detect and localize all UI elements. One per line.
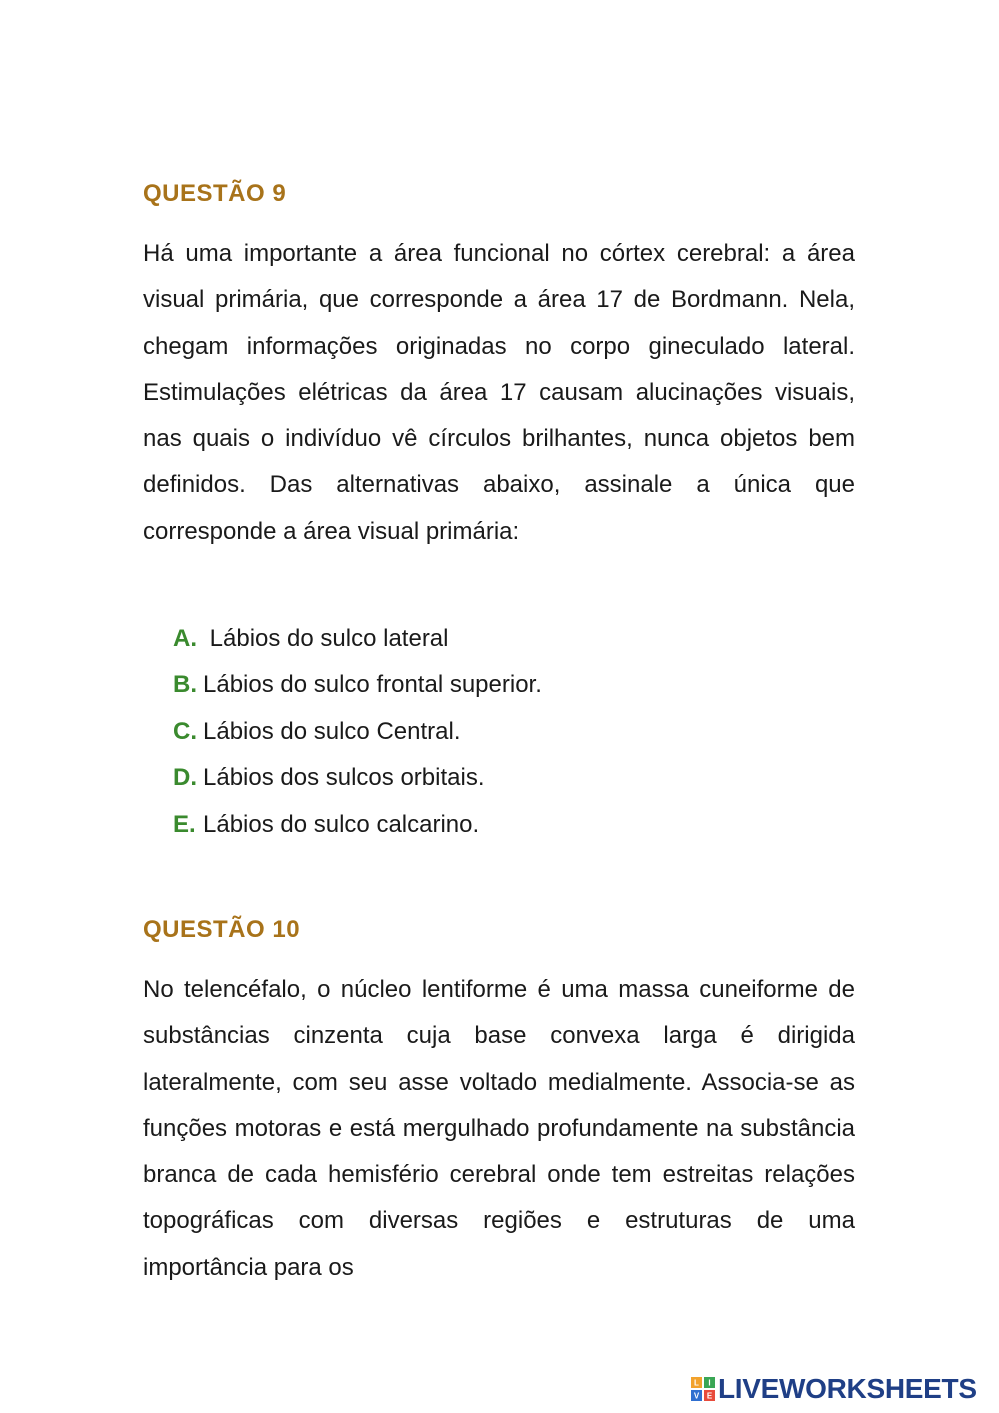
svg-text:V: V — [693, 1391, 700, 1401]
option-text: Lábios do sulco Central. — [203, 717, 461, 745]
option-letter: C. — [173, 717, 197, 745]
option-text: Lábios do sulco lateral — [203, 625, 449, 652]
svg-text:I: I — [708, 1378, 711, 1388]
option-e[interactable] — [173, 802, 542, 848]
option-d[interactable] — [173, 755, 542, 801]
svg-text:E: E — [706, 1391, 713, 1401]
option-c[interactable] — [173, 709, 542, 755]
question-9-body: Há uma importante a área funcional no córtex cerebral: a área visual primária, que corresponde a área 17 de Bordmann. Nela, chegam informações originadas no corpo gineculado lateral. Estimulações elétricas da área 17 causam alucinações visuais, nas quais o indivíduo vê círculos brilhantes, nunca objetos bem definidos. Das alternativas abaixo, assinale a única que corresponde a área visual primária: — [143, 240, 855, 545]
option-a[interactable] — [173, 616, 542, 662]
option-letter: D. — [173, 764, 197, 792]
liveworksheets-logo-text: LIVEWORKSHEETS — [718, 1373, 977, 1404]
option-letter: B. — [173, 671, 197, 699]
liveworksheets-logo[interactable] — [690, 1373, 977, 1405]
option-letter: E. — [173, 810, 196, 838]
question-9-options — [173, 616, 542, 848]
option-text: Lábios dos sulcos orbitais. — [203, 764, 485, 792]
svg-text:L: L — [694, 1378, 699, 1388]
question-10-heading: QUESTÃO 10 — [143, 916, 301, 943]
option-letter: A. — [173, 625, 197, 652]
option-text: Lábios do sulco frontal superior. — [203, 671, 542, 699]
option-text: Lábios do sulco calcarino. — [203, 810, 480, 838]
option-b[interactable] — [173, 662, 542, 708]
liveworksheets-logo-icon — [690, 1376, 716, 1402]
question-9-heading: QUESTÃO 9 — [143, 180, 287, 207]
question-10-body: No telencéfalo, o núcleo lentiforme é uma massa cuneiforme de substâncias cinzenta cuja base convexa larga é dirigida lateralmente, com seu asse voltado medialmente. Associa-se as funções motoras e está mergulhado profundamente na substância branca de cada hemisfério cerebral onde tem estreitas relações topográficas com diversas regiões e estruturas de uma importância para os — [143, 976, 855, 1281]
